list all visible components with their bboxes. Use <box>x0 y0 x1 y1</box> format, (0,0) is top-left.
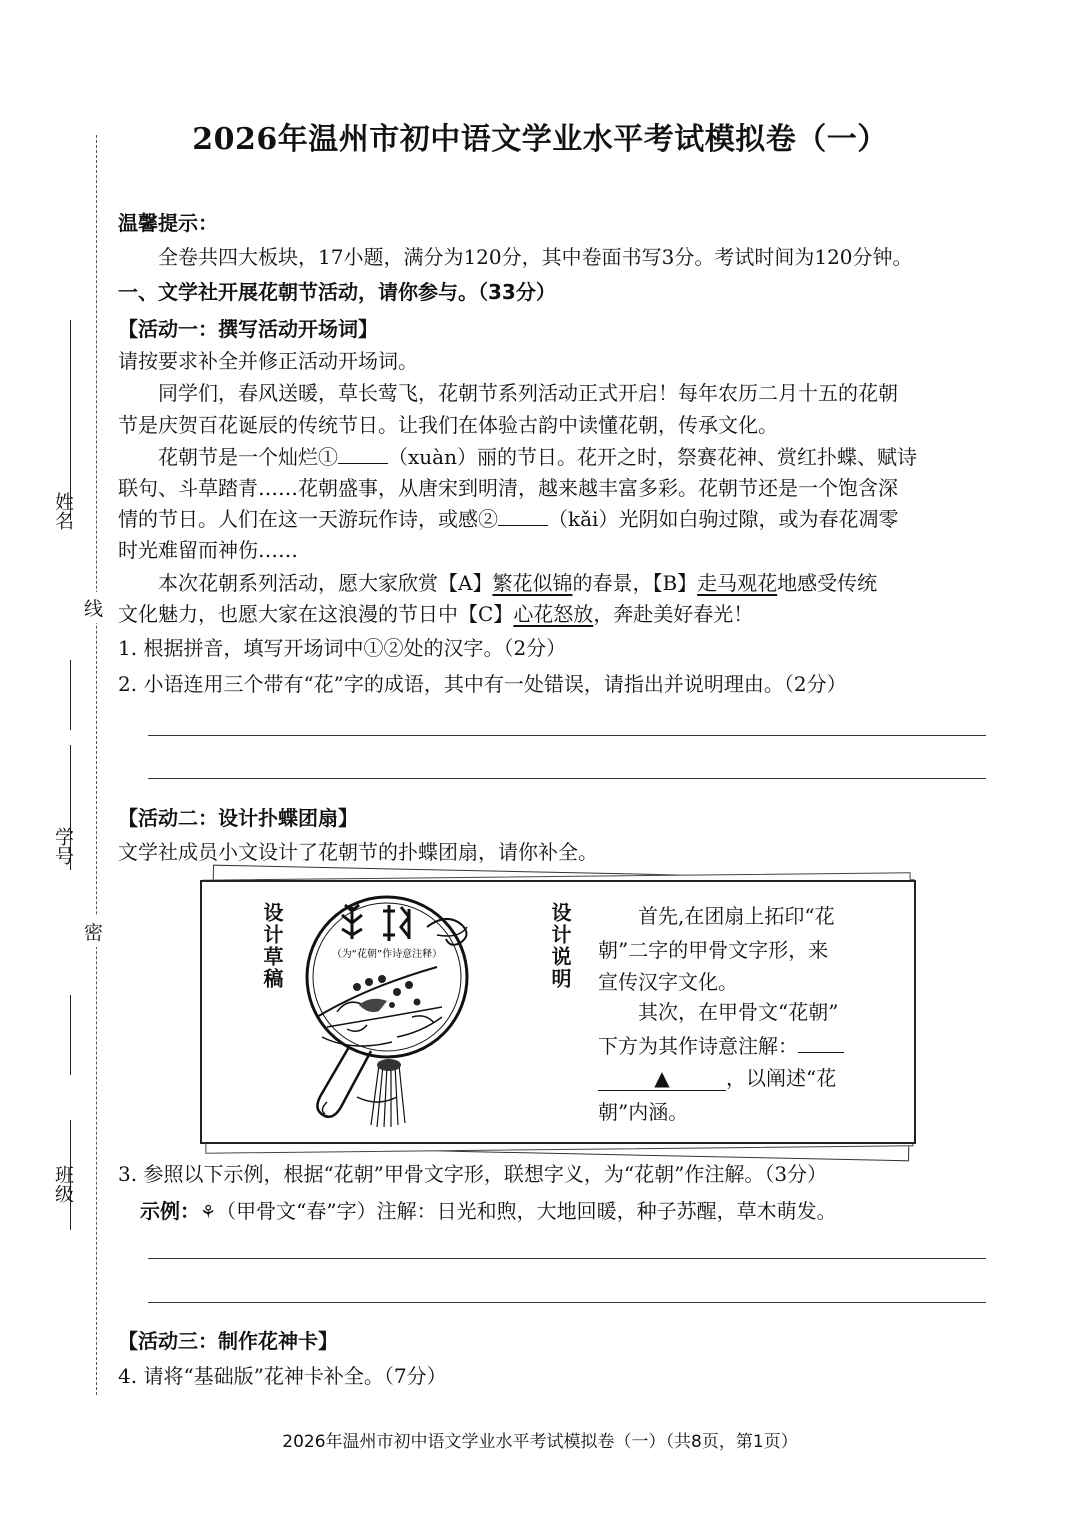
para2-line2: 联句、斗草踏青……花朝盛事，从唐宋到明清，越来越丰富多彩。花朝节还是一个饱含深 <box>118 476 898 500</box>
answer-line-q3-2[interactable] <box>148 1302 986 1303</box>
oracle-glyph-chun: ⚘ <box>200 1202 217 1223</box>
idiom-b: 走马观花 <box>697 571 778 595</box>
cut-char-line: 线 <box>84 592 103 623</box>
name-label: 姓名 <box>52 492 74 530</box>
page-footer <box>0 1427 1080 1452</box>
design-desc-line7: 朝”内涵。 <box>598 1100 689 1124</box>
fan-caption: （为“花朝”作诗意注释） <box>331 949 443 960</box>
design-blank-b[interactable] <box>598 1066 726 1091</box>
para3-line1: 本次花朝系列活动，愿大家欣赏【A】繁花似锦的春景，【B】走马观花地感受传统 <box>158 571 878 595</box>
design-desc-line6: ▲ ，以阐述“花 <box>598 1062 836 1091</box>
design-blank-a[interactable] <box>798 1052 844 1053</box>
exam-title: 2026年温州市初中语文学业水平考试模拟卷（一） <box>192 122 888 157</box>
idiom-c: 心花怒放 <box>513 602 594 626</box>
para2-line4: 时光难留而神伤…… <box>118 538 298 562</box>
question-1: 1. 根据拼音，填写开场词中①②处的汉字。（2分） <box>118 636 567 660</box>
para1-line2: 节是庆贺百花诞辰的传统节日。让我们在体验古韵中读懂花朝，传承文化。 <box>118 413 778 437</box>
question-4: 4. 请将“基础版”花神卡补全。（7分） <box>118 1364 447 1388</box>
class-label: 班级 <box>52 1165 74 1203</box>
para2-line1: 花朝节是一个灿烂① （xuàn）丽的节日。花开之时，祭赛花神、赏红扑蝶、赋诗 <box>158 445 917 469</box>
answer-line-q2-1[interactable] <box>148 735 986 736</box>
activity2-heading: 【活动二：设计扑蝶团扇】 <box>118 806 358 830</box>
fan-illustration <box>297 887 507 1137</box>
para2-line3: 情的节日。人们在这一天游玩作诗，或感② （kǎi）光阴如白驹过隙，或为春花凋零 <box>118 507 899 531</box>
answer-line-q2-2[interactable] <box>148 778 986 779</box>
explain-label: 设计说明 <box>548 902 572 990</box>
design-desc-line2: 朝”二字的甲骨文字形，来 <box>598 938 829 962</box>
draft-label: 设计草稿 <box>260 902 284 990</box>
question-3: 3. 参照以下示例，根据“花朝”甲骨文字形，联想字义，为“花朝”作注解。（3分） <box>118 1162 828 1186</box>
footer-pages: （共8页，第1页） <box>665 1432 798 1452</box>
design-desc-line3: 宣传汉字文化。 <box>598 970 738 994</box>
idiom-a: 繁花似锦 <box>492 571 573 595</box>
design-desc-line4: 其次，在甲骨文“花朝” <box>638 1000 839 1024</box>
footer-title: 2026年温州市初中语文学业水平考试模拟卷（一） <box>282 1432 666 1452</box>
question-2: 2. 小语连用三个带有“花”字的成语，其中有一处错误，请指出并说明理由。（2分） <box>118 672 847 696</box>
activity1-instruction: 请按要求补全并修正活动开场词。 <box>118 349 418 373</box>
name-fill-line <box>70 320 71 520</box>
binding-dashed-line <box>96 135 97 1395</box>
oracle-glyph-zhao <box>383 905 409 941</box>
activity2-instruction: 文学社成员小文设计了花朝节的扑蝶团扇，请你补全。 <box>118 840 598 864</box>
design-desc-line5: 下方为其作诗意注解： <box>598 1030 844 1059</box>
activity3-heading: 【活动三：制作花神卡】 <box>118 1329 338 1353</box>
tips-text: 全卷共四大板块，17小题，满分为120分，其中卷面书写3分。考试时间为120分钟。 <box>158 245 913 269</box>
activity1-heading: 【活动一：撰写活动开场词】 <box>118 317 378 341</box>
blank-2[interactable] <box>498 525 548 526</box>
extra-fill-line <box>70 660 71 730</box>
para1-line1: 同学们，春风送暖，草长莺飞，花朝节系列活动正式开启！每年农历二月十五的花朝 <box>158 381 898 405</box>
triangle-marker: ▲ <box>654 1066 670 1090</box>
answer-line-q3-1[interactable] <box>148 1258 986 1259</box>
cut-char-seal: 密 <box>84 916 103 947</box>
tips-heading: 温馨提示： <box>118 211 218 235</box>
blank-1[interactable] <box>338 463 388 464</box>
extra-fill-line-2 <box>70 995 71 1075</box>
section1-heading: 一、文学社开展花朝节活动，请你参与。（33分） <box>118 280 556 304</box>
para3-line2: 文化魅力，也愿大家在这浪漫的节日中【C】心花怒放，奔赴美好春光！ <box>118 602 754 626</box>
id-label: 学号 <box>52 827 74 865</box>
design-desc-line1: 首先,在团扇上拓印“花 <box>638 904 835 928</box>
example-line: 示例：⚘（甲骨文“春”字）注解：日光和煦，大地回暖，种子苏醒，草木萌发。 <box>140 1199 837 1223</box>
